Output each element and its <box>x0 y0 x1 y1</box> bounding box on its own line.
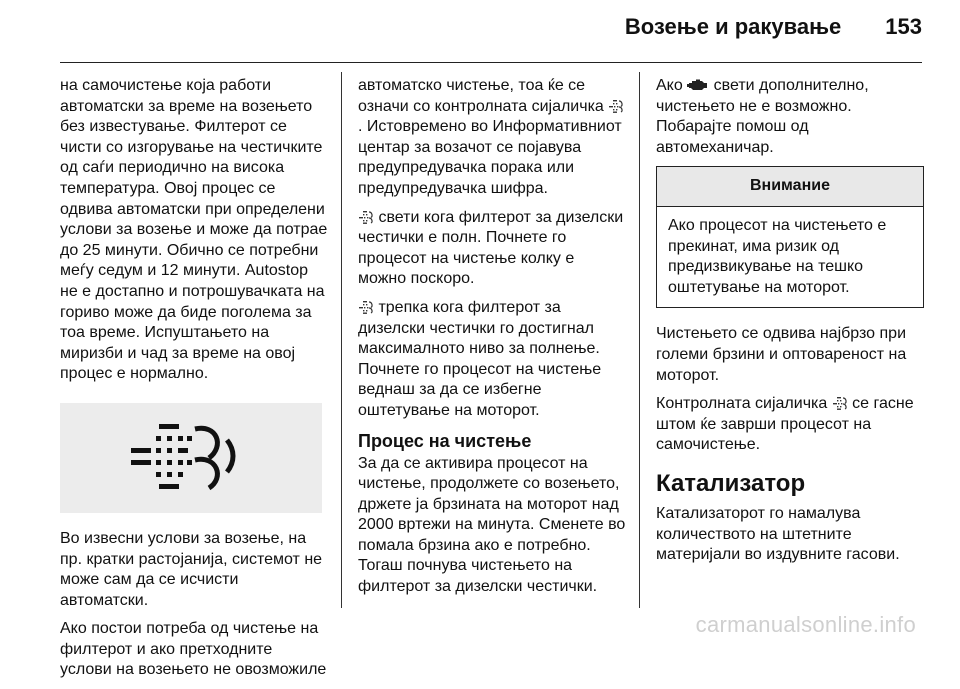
page-number: 153 <box>885 14 922 39</box>
paragraph <box>656 394 924 456</box>
header-rule <box>60 62 922 63</box>
column-3 <box>656 76 924 574</box>
column-2 <box>358 76 626 606</box>
paragraph-text: автоматско чистење, тоа ќе се означи со контролната сијаличка <box>358 77 604 115</box>
paragraph: Катализаторот го намалува количеството на штетните материјали во издувните гасови. <box>656 504 900 564</box>
section-heading: Катализатор <box>656 469 806 497</box>
paragraph <box>656 76 924 158</box>
paragraph-text: свети кога филтерот за дизелски честички е полн. Почнете го процесот на чистење колку е можно поскоро. <box>358 208 624 288</box>
dpf-warning-icon <box>832 396 848 410</box>
paragraph <box>358 76 626 200</box>
dpf-figure <box>60 403 322 513</box>
subheading: Процес на чистење <box>358 430 532 451</box>
diesel-particle-filter-icon <box>129 418 253 498</box>
dpf-warning-icon <box>358 210 374 224</box>
paragraph-text: . Истовремено во Информативниот центар за возачот се појавува предупредувачка порака или предупредувачка шифра. <box>358 118 622 197</box>
paragraph-text: трепка кога филтерот за дизелски честички го достигнал максималното ниво за полнење. Почнете го процесот на чистење веднаш за да се избегне оштетување на моторот. <box>358 298 602 419</box>
paragraph-text: свети дополнително, чистењето не е возможно. Побарајте помош од автомеханичар. <box>656 77 869 156</box>
paragraph <box>358 298 626 422</box>
column-1 <box>60 76 328 689</box>
paragraph <box>358 208 626 290</box>
paragraph-text: се гасне штом ќе заврши процесот на самочистење. <box>656 395 914 454</box>
notice-title: Внимание <box>657 167 923 207</box>
page-header <box>625 14 922 40</box>
dpf-warning-icon <box>608 99 624 113</box>
column-divider-left <box>341 72 342 608</box>
header-title: Возење и ракување <box>624 14 842 39</box>
notice-body: Ако процесот на чистењето е прекинат, има ризик од предизвикување на тешко оштетување на моторот. <box>668 216 887 296</box>
column-divider-right <box>639 72 640 608</box>
warning-notice <box>656 166 924 308</box>
paragraph: Во извесни услови за возење, на пр. кратки растојанија, системот не може сам да се исчисти автоматски. <box>60 529 323 609</box>
dpf-warning-icon <box>358 300 374 314</box>
paragraph-text: Контролната сијаличка <box>656 395 832 413</box>
paragraph-text: Ако <box>656 77 688 94</box>
engine-check-icon <box>687 78 709 92</box>
paragraph: на самочистење која работи автоматски за време на возењето без известување. Филтерот се чисти со изгорување на честичките од саѓи периодично на висока температура. Овој процес се одвива автоматски при определени услови за возење и може да потрае до 25 минути. Обично се потребни меѓу седум и 12 минути. Autostop не е достапно и потрошувачката на гориво може да биде поголема за тоа време. Испуштањето на миризби и чад за време на овој процес е нормално. <box>60 77 328 383</box>
paragraph: Ако постои потреба од чистење на филтерот и ако претходните услови на возењето не овозможиле <box>60 620 327 679</box>
watermark: carmanualsonline.info <box>695 612 916 637</box>
paragraph: Чистењето се одвива најбрзо при големи брзини и оптовареност на моторот. <box>656 325 907 384</box>
paragraph: За да се активира процесот на чистење, продолжете со возењето, држете ја брзината на моторот над 2000 вртежи на минута. Сменете во помала брзина ако е потребно. Тогаш почнува чистењето на филтерот за дизелски честички. <box>358 454 626 596</box>
